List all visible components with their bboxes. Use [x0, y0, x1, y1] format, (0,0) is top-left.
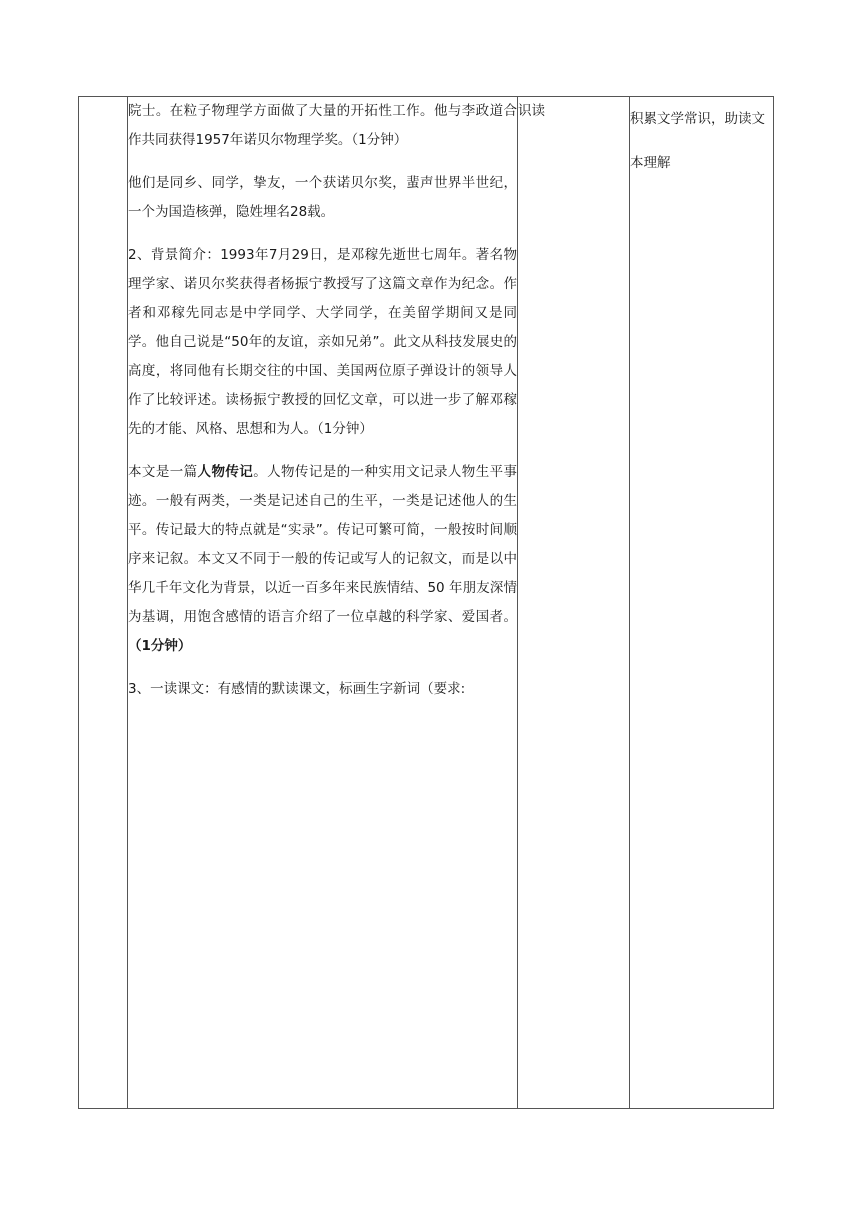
- content-paragraph-first-reading: 3、一读课文：有感情的默读课文，标画生字新词（要求:: [128, 681, 466, 697]
- design-intent-text: 积累文学常识，助读文本理解: [630, 111, 765, 171]
- content-paragraph-biography: [128, 458, 517, 661]
- content-paragraph-author-intro: 院士。在粒子物理学方面做了大量的开拓性工作。他与李政道合作共同获得1957年诺贝尔物理学奖。（1分钟）: [128, 103, 517, 148]
- stage-cell: [79, 97, 128, 1109]
- biography-term: 人物传记: [197, 464, 254, 480]
- table-row: [79, 97, 774, 1109]
- design-intent-cell: [630, 97, 774, 1109]
- biography-duration: （1分钟）: [128, 638, 192, 654]
- biography-text-start: 本文是一篇: [128, 464, 198, 480]
- teaching-content-cell: [128, 97, 518, 1109]
- lesson-plan-table: [78, 96, 774, 1109]
- student-activity-cell: [518, 97, 630, 1109]
- content-paragraph-background: 2、背景简介：1993年7月29日，是邓稼先逝世七周年。著名物理学家、诺贝尔奖获得者杨振宁教授写了这篇文章作为纪念。作者和邓稼先同志是中学同学、大学同学，在美留学期间又是同学。他自己说是“50年的友谊，亲如兄弟”。此文从科技发展史的高度，将同他有长期交往的中国、美国两位原子弹设计的领导人作了比较评述。读杨振宁教授的回忆文章，可以进一步了解邓稼先的才能、风格、思想和为人。（1分钟）: [128, 247, 517, 437]
- content-paragraph-friendship: 他们是同乡、同学，挚友，一个获诺贝尔奖，蜚声世界半世纪，一个为国造核弹，隐姓埋名28载。: [128, 175, 517, 220]
- student-activity-text: 识读: [518, 103, 545, 119]
- biography-text-body: 。人物传记是的一种实用文记录人物生平事迹。一般有两类，一类是记述自己的生平，一类是记述他人的生平。传记最大的特点就是“实录”。传记可繁可简，一般按时间顺序来记叙。本文又不同于一般的传记或写人的记叙文，而是以中华几千年文化为背景，以近一百多年来民族情结、50 年朋友深情为基调，用饱含感情的语言介绍了一位卓越的科学家、爱国者。: [128, 464, 518, 625]
